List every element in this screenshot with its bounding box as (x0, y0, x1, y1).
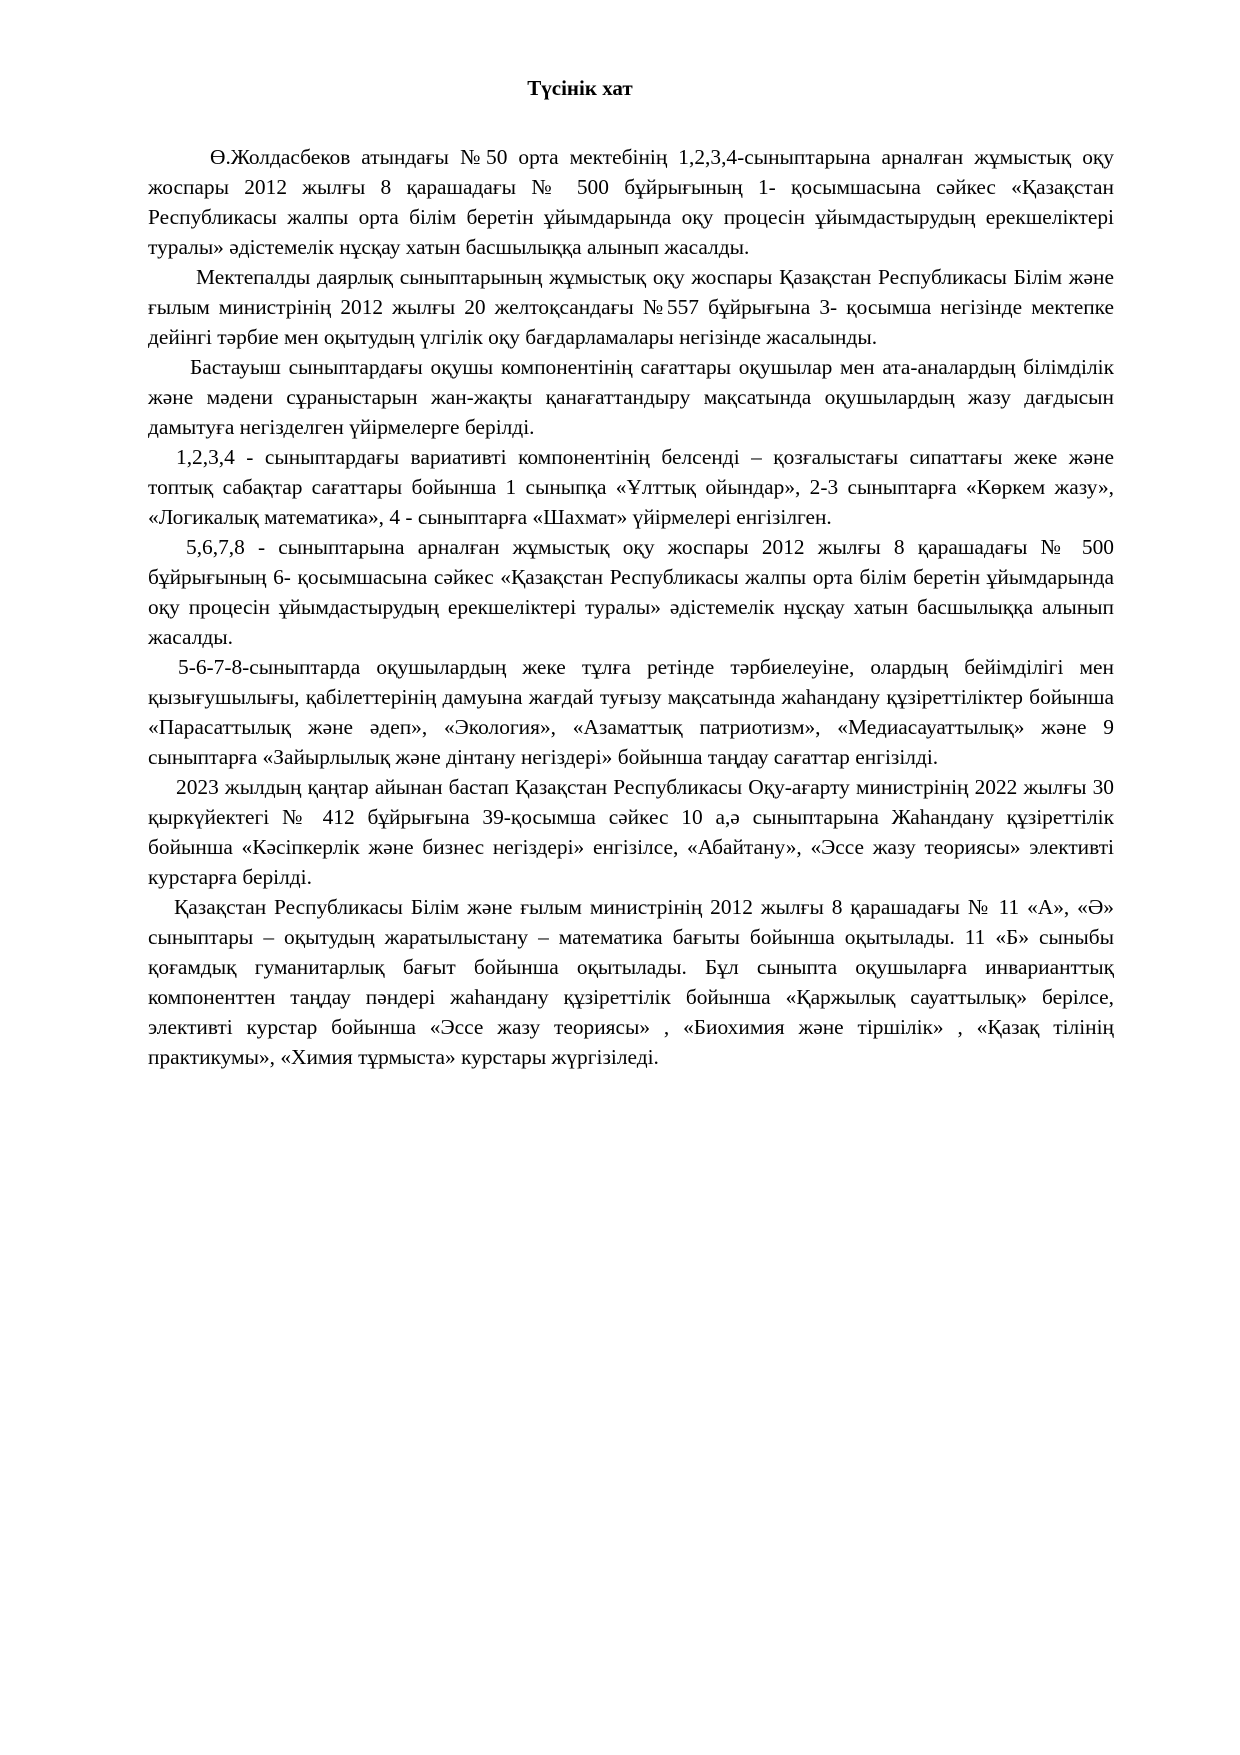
paragraph-curriculum-grades-5-8: 5,6,7,8 - сыныптарына арналған жұмыстық оқу жоспары 2012 жылғы 8 қарашадағы № 500 бұйрығының 6- қосымшасына сәйкес «Қазақстан Республикасы жалпы орта білім беретін ұйымдарында оқу процесін ұйымдастырудың ерекшеліктері туралы» әдістемелік нұсқау хатын басшылыққа алынып жасалды. (148, 535, 1114, 649)
paragraph-preschool-curriculum: Мектепалды даярлық сыныптарының жұмыстық оқу жоспары Қазақстан Республикасы Білім және ғылым министрінің 2012 жылғы 20 желтоқсандағы №557 бұйрығына 3- қосымша негізінде мектепке дейінгі тәрбие мен оқытудың үлгілік оқу бағдарламалары негізінде жасалынды. (148, 265, 1114, 349)
paragraph-school-curriculum-grades-1-4: Ө.Жолдасбеков атындағы №50 орта мектебінің 1,2,3,4-сыныптарына арналған жұмыстық оқу жоспары 2012 жылғы 8 қарашадағы № 500 бұйрығының 1- қосымшасына сәйкес «Қазақстан Республикасы жалпы орта білім беретін ұйымдарында оқу процесін ұйымдастырудың ерекшеліктері туралы» әдістемелік нұсқау хатын басшылыққа алынып жасалды. (148, 145, 1114, 259)
paragraph-elective-hours-grades-5-9: 5-6-7-8-сыныптарда оқушылардың жеке тұлға ретінде тәрбиелеуіне, олардың бейімділігі мен қызығушылығы, қабілеттерінің дамуына жағдай туғызу мақсатында жаһандану құзіреттіліктер бойынша «Парасаттылық және әдеп», «Экология», «Азаматтық патриотизм», «Медиасауаттылық» және 9 сыныптарға «Зайырлылық және дінтану негіздері» бойынша таңдау сағаттар енгізілді. (148, 655, 1114, 769)
paragraph-variative-component-grades-1-4: 1,2,3,4 - сыныптардағы вариативті компонентінің белсенді – қозғалыстағы сипаттағы жеке және топтық сабақтар сағаттары бойынша 1 сыныпқа «Ұлттық ойындар», 2-3 сыныптарға «Көркем жазу», «Логикалық математика», 4 - сыныптарға «Шахмат» үйірмелері енгізілген. (148, 445, 1114, 529)
paragraph-primary-student-component: Бастауыш сыныптардағы оқушы компонентінің сағаттары оқушылар мен ата-аналардың білімділік және мәдени сұраныстарын жан-жақты қанағаттандыру мақсатында оқушылардың жазу дағдысын дамытуға негізделген үйірмелерге берілді. (148, 355, 1114, 439)
paragraph-grade-10-electives-2023: 2023 жылдың қаңтар айынан бастап Қазақстан Республикасы Оқу-ағарту министрінің 2022 жылғы 30 қыркүйектегі № 412 бұйрығына 39-қосымша сәйкес 10 а,ә сыныптарына Жаһандану құзіреттілік бойынша «Кәсіпкерлік және бизнес негіздері» енгізілсе, «Абайтану», «Эссе жазу теориясы» элективті курстарға берілді. (148, 775, 1114, 889)
document-title: Түсінік хат (527, 76, 633, 100)
document-body (148, 142, 1114, 1072)
paragraph-grade-11-profiles: Қазақстан Республикасы Білім және ғылым министрінің 2012 жылғы 8 қарашадағы № 11 «А», «Ә» сыныптары – оқытудың жаратылыстану – математика бағыты бойынша оқытылады. 11 «Б» сыныбы қоғамдық гуманитарлық бағыт бойынша оқытылады. Бұл сыныпта оқушыларға инварианттық компоненттен таңдау пәндері жаһандану құзіреттілік бойынша «Қаржылық сауаттылық» берілсе, элективті курстар бойынша «Эссе жазу теориясы» , «Биохимия және тіршілік» , «Қазақ тілінің практикумы», «Химия тұрмыста» курстары жүргізіледі. (148, 895, 1114, 1069)
